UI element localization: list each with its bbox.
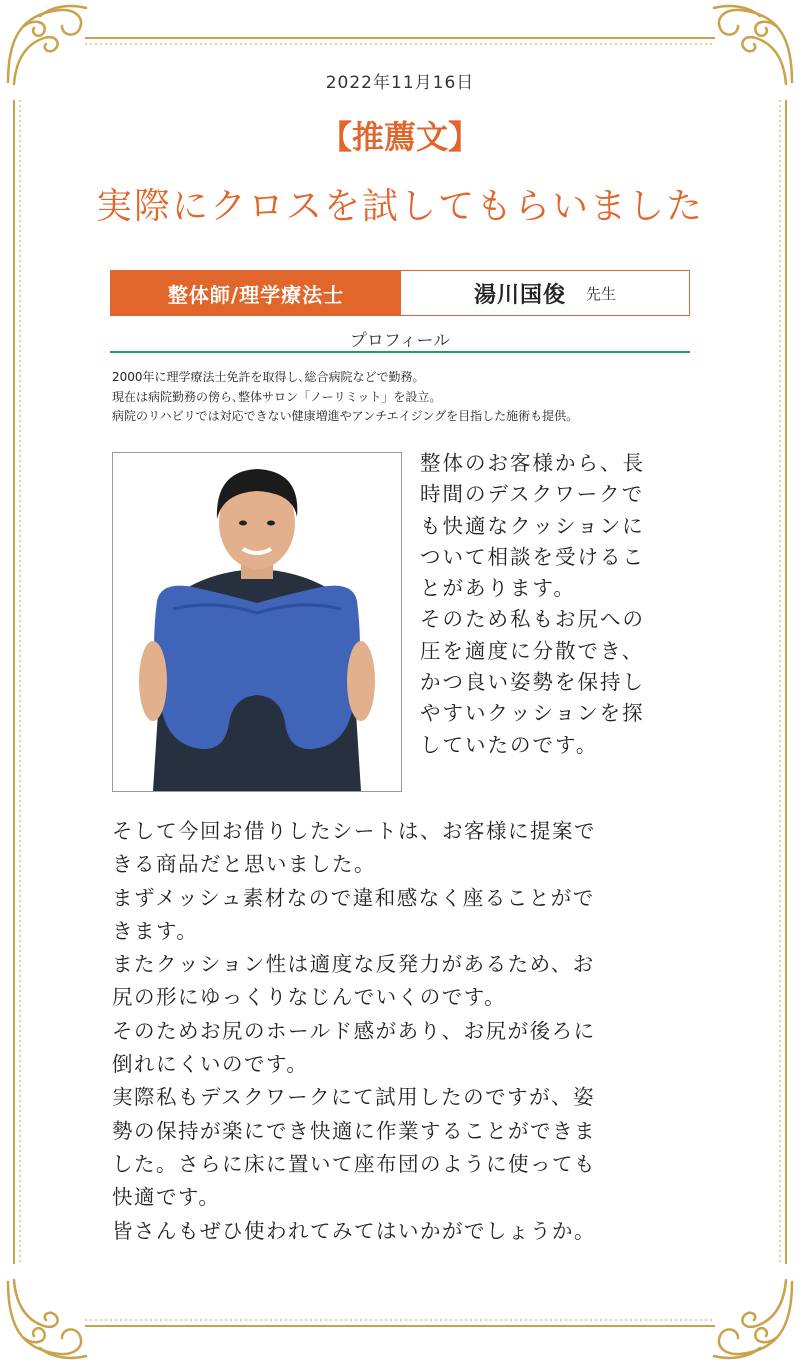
text-line: やすいクッションを探 <box>420 701 645 726</box>
page-subtitle: 実際にクロスを試してもらいました <box>95 186 704 227</box>
page-title: 【推薦文】 <box>319 118 480 156</box>
text-line: した。さらに床に置いて座布団のように使っても <box>112 1151 596 1176</box>
profile-header <box>110 270 690 316</box>
ornament-corner-icon <box>0 1274 90 1364</box>
text-line: そのため私もお尻への <box>420 607 645 632</box>
testimonial-intro <box>420 448 690 761</box>
profile-line: 2000年に理学療法士免許を取得し､総合病院などで勤務。 <box>112 370 425 384</box>
text-line: とがあります。 <box>420 576 576 601</box>
text-line: きます。 <box>112 918 199 943</box>
text-line: そのためお尻のホールド感があり、お尻が後ろに <box>112 1018 596 1043</box>
profile-line: 病院のリハビリでは対応できない健康増進やアンチエイジングを目指した施術も提供。 <box>112 409 579 423</box>
text-line: 皆さんもぜひ使われてみてはいかがでしょうか。 <box>112 1218 596 1243</box>
text-line: 勢の保持が楽にでき快適に作業することができま <box>112 1118 596 1143</box>
profile-name: 湯川国俊 <box>473 282 566 308</box>
profile-honorific: 先生 <box>586 284 617 303</box>
text-line: 時間のデスクワークで <box>420 482 645 507</box>
testimonial-body <box>112 815 692 1248</box>
profile-description <box>112 368 712 427</box>
text-line: まずメッシュ素材なので違和感なく座ることがで <box>112 885 595 910</box>
profile-role: 整体師/理学療法士 <box>111 271 401 315</box>
publish-date: 2022年11月16日 <box>325 73 475 93</box>
text-line: 実際私もデスクワークにて試用したのですが、姿 <box>112 1085 596 1110</box>
profile-person <box>401 271 689 315</box>
text-line: またクッション性は適度な反発力があるため、お <box>112 952 595 977</box>
text-line: 倒れにくいのです。 <box>112 1052 309 1077</box>
profile-label: プロフィール <box>349 331 451 351</box>
text-line: 圧を適度に分散でき、 <box>420 638 645 663</box>
ornament-corner-icon <box>710 1274 800 1364</box>
author-photo <box>112 452 402 792</box>
text-line: 整体のお客様から、長 <box>420 451 645 475</box>
text-line: も快適なクッションに <box>420 513 645 538</box>
text-line: そして今回お借りしたシートは、お客様に提案で <box>112 819 596 843</box>
text-line: かつ良い姿勢を保持し <box>420 670 645 695</box>
text-line: ついて相談を受けるこ <box>420 544 645 569</box>
text-line: していたのです。 <box>420 732 599 757</box>
text-line: きる商品だと思いました。 <box>112 852 376 877</box>
profile-line: 現在は病院勤務の傍ら､整体サロン「ノーリミット」を設立。 <box>112 389 442 404</box>
profile-divider <box>110 351 690 353</box>
text-line: 快適です。 <box>112 1185 221 1210</box>
text-line: 尻の形にゆっくりなじんでいくのです。 <box>112 985 507 1010</box>
